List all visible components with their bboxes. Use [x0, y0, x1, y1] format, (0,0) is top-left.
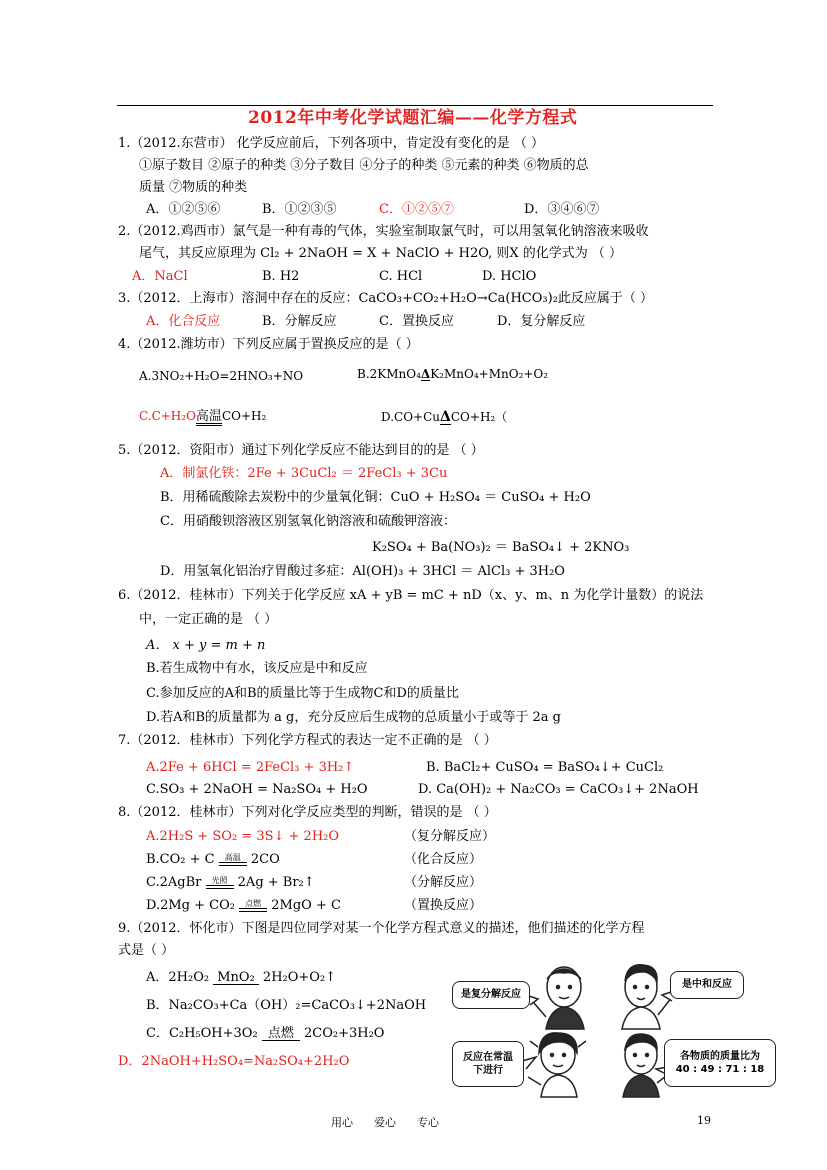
q3-option-b: B．分解反应	[262, 314, 337, 329]
speech-bubble-2	[670, 971, 744, 999]
q4-option-d-products: CO+H₂（	[450, 410, 508, 424]
header-rule	[117, 105, 713, 106]
q2-option-a: A．NaCl	[132, 269, 188, 284]
q8-option-d-condition	[239, 900, 267, 912]
q8-option-b-condition	[219, 854, 247, 866]
heat-symbol: Δ	[440, 409, 451, 425]
q4-option-d-reactants: D.CO+Cu	[381, 410, 440, 424]
q5-stem: 5.（2012．资阳市）通过下列化学反应不能达到目的的是 （ ）	[118, 443, 484, 458]
q2-line2: 尾气，其反应原理为 Cl₂ + 2NaOH = X + NaClO + H2O, 则X 的化学式为 （ ）	[139, 246, 623, 261]
speech-bubble-4	[664, 1039, 776, 1087]
q2-option-d: D. HClO	[482, 269, 537, 284]
q8-option-c-products: 2Ag + Br₂↑	[237, 875, 315, 890]
q3-line1: 3.（2012．上海市）溶洞中存在的反应：CaCO₃+CO₂+H₂O→Ca(HCO₃)₂此反应属于（ ）	[118, 291, 654, 306]
q4-option-c-products: CO+H₂	[221, 409, 267, 423]
condition-label: 高温	[224, 853, 241, 862]
q7-option-a	[146, 761, 354, 774]
bubble-2-text: 是中和反应	[682, 979, 732, 991]
q1-option-a: A．①②⑤⑥	[146, 202, 221, 217]
q4-option-c-reactants: C.C+H₂O	[139, 409, 196, 423]
q4-option-b	[357, 368, 548, 381]
q3-option-a: A．化合反应	[146, 314, 221, 329]
q9-option-d: D．2NaOH+H₂SO₄=Na₂SO₄+2H₂O	[118, 1054, 350, 1069]
q8-option-b-products: 2CO	[250, 852, 280, 867]
page-number: 19	[697, 1114, 711, 1127]
q1-items-line1: ①原子数目 ②原子的种类 ③分子数目 ④分子的种类 ⑤元素的种类 ⑥物质的总	[139, 158, 589, 173]
q1-items-line2: 质量 ⑦物质的种类	[139, 180, 248, 195]
q9-option-c-products: 2CO₂+3H₂O	[303, 1026, 385, 1041]
q2-option-c: C. HCl	[379, 269, 423, 284]
q6-option-c: C.参加反应的A和B的质量比等于生成物C和D的质量比	[146, 686, 459, 701]
q5-option-a-text: A．制氯化铁：2Fe + 3CuCl₂ ＝ 2FeCl₃ + 3Cu	[160, 466, 448, 481]
q4-option-b-products: K₂MnO₄+MnO₂+O₂	[430, 367, 549, 381]
q6-line2: 中，一定正确的是 （ ）	[139, 612, 278, 627]
q9-line1: 9.（2012．怀化市）下图是四位同学对某一个化学方程式意义的描述，他们描述的化学方程	[118, 921, 645, 936]
q9-option-a	[146, 971, 336, 985]
q9-option-c-reactants: C．C₂H₅OH+3O₂	[146, 1026, 258, 1041]
q1-option-d: D．③④⑥⑦	[524, 202, 600, 217]
bubble-3-text-line1: 反应在常温	[463, 1051, 513, 1063]
q8-option-a-type: （复分解反应）	[404, 829, 496, 844]
q7-stem: 7.（2012．桂林市）下列化学方程式的表达一定不正确的是 （ ）	[118, 733, 497, 748]
q9-option-c-condition: 点燃	[262, 1027, 300, 1041]
heat-symbol: Δ	[420, 367, 431, 381]
q4-option-b-reactants: B.2KMnO₄	[357, 367, 421, 381]
q8-option-b	[146, 853, 280, 866]
condition-label: 点燃	[245, 899, 262, 908]
q6-option-d: D.若A和B的质量都为 a g，充分反应后生成物的总质量小于或等于 2a g	[146, 710, 561, 725]
condition-label: 光照	[211, 876, 228, 885]
q8-option-a-text: A.2H₂S + SO₂ = 3S↓ + 2H₂O	[146, 829, 340, 844]
q8-option-d	[146, 899, 341, 912]
q8-option-b-type: （化合反应）	[404, 852, 483, 867]
q8-stem: 8.（2012．桂林市）下列对化学反应类型的判断，错误的是 （ ）	[118, 805, 497, 820]
q2-option-b: B. H2	[262, 269, 300, 284]
q4-stem: 4.（2012.潍坊市）下列反应属于置换反应的是（ ）	[118, 337, 419, 352]
document-title: 2012年中考化学试题汇编——化学方程式	[248, 108, 578, 128]
q6-option-b: B.若生成物中有水，该反应是中和反应	[146, 661, 368, 676]
q9-option-a-condition: MnO₂	[213, 971, 259, 985]
q4-option-a: A.3NO₂+H₂O=2HNO₃+NO	[139, 369, 304, 383]
q4-option-c	[139, 410, 266, 426]
q9-line2: 式是（ ）	[118, 943, 175, 958]
q9-option-b: B．Na₂CO₃+Ca（OH）₂=CaCO₃↓+2NaOH	[146, 998, 427, 1013]
q1-option-b: B．①②③⑤	[262, 202, 337, 217]
q3-option-d: D．复分解反应	[497, 314, 586, 329]
q4-option-c-condition: 高温	[195, 409, 222, 424]
student-4-figure	[623, 1034, 670, 1097]
q5-option-c: C．用硝酸钡溶液区别氢氧化钠溶液和硫酸钾溶液：	[160, 514, 456, 529]
q9-option-c	[146, 1027, 384, 1041]
bubble-4-text-line1: 各物质的质量比为	[680, 1050, 760, 1062]
q9-cartoon-figure	[446, 957, 780, 1105]
q8-option-d-type: （置换反应）	[404, 898, 483, 913]
q8-option-c-condition	[206, 877, 234, 889]
q8-option-b-reactants: B.CO₂ + C	[146, 852, 215, 867]
q9-option-a-products: 2H₂O+O₂↑	[262, 970, 337, 985]
speech-bubble-1	[452, 981, 530, 1009]
q6-option-a: A． x + y = m + n	[146, 638, 266, 653]
q5-option-d: D．用氢氧化铝治疗胃酸过多症：Al(OH)₃ + 3HCl ＝ AlCl₃ + 3H₂O	[160, 564, 565, 579]
q4-option-d	[381, 410, 507, 425]
q7-option-b: B. BaCl₂+ CuSO₄ = BaSO₄↓+ CuCl₂	[426, 760, 664, 775]
q7-option-a-text: A.2Fe + 6HCl = 2FeCl₃ + 3H₂↑	[146, 760, 355, 775]
q9-option-a-reactants: A．2H₂O₂	[146, 970, 210, 985]
bubble-3-text-line2: 下进行	[473, 1065, 503, 1076]
q5-option-a	[160, 467, 447, 480]
q7-option-c: C.SO₃ + 2NaOH = Na₂SO₄ + H₂O	[146, 782, 368, 797]
student-1-figure	[534, 967, 584, 1029]
q8-option-c	[146, 876, 315, 889]
bubble-1-text: 是复分解反应	[461, 989, 521, 1001]
q2-line1: 2.（2012.鸡西市）氯气是一种有毒的气体，实验室制取氯气时，可以用氢氧化钠溶液来吸收	[118, 224, 649, 239]
q3-option-c: C．置换反应	[379, 314, 454, 329]
q8-option-c-reactants: C.2AgBr	[146, 875, 202, 890]
q6-line1: 6.（2012．桂林市）下列关于化学反应 xA + yB = mC + nD（x、y、m、n 为化学计量数）的说法	[118, 588, 704, 603]
bubble-4-text-line2: 40 : 49 : 71 : 18	[675, 1064, 765, 1075]
student-3-figure	[528, 1033, 586, 1097]
q8-option-a	[146, 830, 339, 843]
q8-option-c-type: （分解反应）	[404, 875, 483, 890]
q1-stem: 1.（2012.东营市） 化学反应前后，下列各项中，肯定没有变化的是 （ ）	[118, 136, 545, 151]
q5-option-c-equation: K₂SO₄ + Ba(NO₃)₂ ＝ BaSO₄↓ + 2KNO₃	[372, 540, 630, 555]
speech-bubble-3	[452, 1041, 524, 1087]
footer-motto: 用心 爱心 专心	[331, 1116, 439, 1129]
q1-option-c: C．①②⑤⑦	[379, 202, 454, 217]
q8-option-d-products: 2MgO + C	[271, 898, 341, 913]
q7-option-d: D. Ca(OH)₂ + Na₂CO₃ = CaCO₃↓+ 2NaOH	[418, 782, 699, 797]
q5-option-b: B．用稀硫酸除去炭粉中的少量氧化铜：CuO + H₂SO₄ ＝ CuSO₄ + H₂O	[160, 490, 591, 505]
q8-option-d-reactants: D.2Mg + CO₂	[146, 898, 235, 913]
